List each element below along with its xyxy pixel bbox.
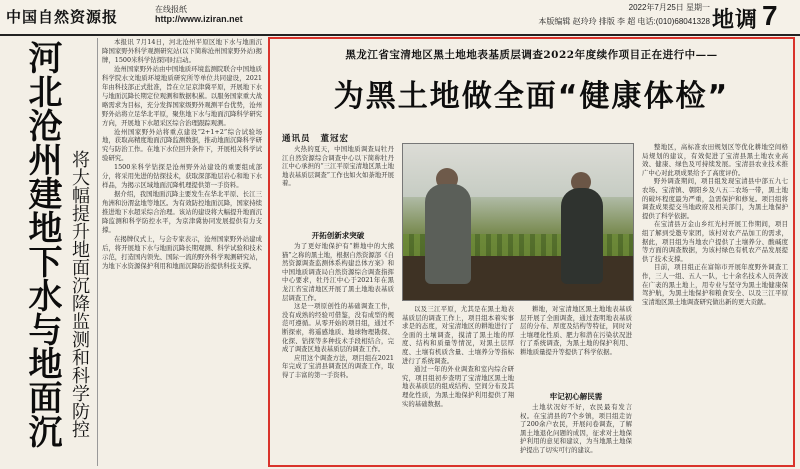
feature-kicker: 黑龙江省宝清地区黑土地地表基质层调查2022年度续作项目正在进行中—— bbox=[345, 49, 718, 61]
feature-paragraph: 通过一年的外业调查和室内综合研究，项目组初步查明了宝清地区黑土地地表基质层的组成结构、空间分布及其理化性质，为黑土地保护利用提供了翔实的基础数据。 bbox=[402, 365, 514, 408]
left-paragraph: 在揭牌仪式上，与会专家表示，沧州国家野外站建成后，将开展地下水与地面沉降长期观测、科学试验和技术示范，打造国内领先、国际一流的野外科学观测研究站，为地下水资源保护利用和地面沉降防治提供科技支撑。 bbox=[102, 234, 262, 270]
section-name: 地调 bbox=[712, 8, 759, 33]
left-paragraph: 据介绍，我国地面沉降主要发生在华北平原、长江三角洲和汾渭盆地等地区。为有效防控地面沉降，国家持续推进地下水超采综合治理。该站的建设将大幅提升地面沉降监测和科学防控水平，为京津冀协同发展提供有力支撑。 bbox=[102, 190, 262, 235]
feature-subheading-1: 开拓创新求突破 bbox=[311, 231, 365, 240]
photo-person-left bbox=[425, 184, 471, 284]
left-paragraph: 1500米科学钻探是沧州野外站建设的重要组成部分，将采用先进的钻探技术，获取深部地层岩心和地下水样品，为揭示区域地面沉降机理提供第一手资料。 bbox=[102, 163, 262, 190]
field-survey-photo bbox=[402, 143, 634, 301]
byline-label: 通讯员 bbox=[282, 134, 311, 144]
editors-line: 本版编辑 赵玲玲 排版 李 超 电话:(010)68041328 bbox=[538, 17, 710, 26]
photo-person-right bbox=[561, 188, 603, 284]
feature-column-3 bbox=[520, 305, 632, 389]
page-number: 7 bbox=[762, 0, 778, 31]
left-paragraph: 本报讯 7月14日，河北沧州平原区地下水与地面沉降国家野外科学观测研究站(以下简称沧州国家野外站)揭牌，1500米科学钻探同时启动。 bbox=[102, 38, 262, 64]
feature-paragraph: 野外调查期间，项目组发现宝清县中部五九七农场、宝清镇、朝阳乡及八五二农场一带，黑土地的破坏程度最为严重，急需保护和修复。项目组将调查成果提交当地政府及相关部门，为黑土地保护提供了科学依据。 bbox=[642, 177, 788, 220]
left-article-headline: 河北沧州建地下水与地面沉 bbox=[22, 40, 62, 448]
left-paragraph: 沧州国家野外站由中国地质环境监测院联合中国地质科学院水文地质环境地质研究所等单位共同建设，2021年由科技部正式批准，旨在立足京津冀平原，开展地下水与地面沉降长期定位观测和数据积累。以服务国家重大战略需求为目标，充分发挥国家级野外观测平台优势，沧州野外站将立足华北平原，聚焦地下水与地面沉降科学研究方向，开展地下水超采区综合治理跟踪观测。 bbox=[102, 64, 262, 127]
feature-column-3-cont bbox=[520, 403, 632, 463]
feature-paragraph: 应用这个调查方法，项目组在2021年完成了宝清县调查区的调查工作，取得了丰富的第一手资料。 bbox=[282, 353, 394, 379]
newspaper-name: 中国自然资源报 bbox=[6, 8, 119, 26]
byline bbox=[282, 132, 349, 144]
feature-paragraph: 在宝清县万金山乡红光村开展工作期间，项目组了解到受邀专家团，该村对农产品加工的需求，据此，项目组为当地农户提供了土壤养分、酸碱度等方面的调查数据，为该村绿色有机农产品发展提供了技术支撑。 bbox=[642, 220, 788, 263]
feature-column-right bbox=[642, 143, 788, 463]
feature-paragraph: 为了更好地保护有“耕地中的大熊猫”之称的黑土地，根据自然资源部《自然资源调查监测体系构建总体方案》和中国地质调查局自然资源综合调查指挥中心要求，牡丹江中心于2021年在黑龙江省宝清地区开展了黑土地地表基质层调查工作。 bbox=[282, 242, 394, 302]
left-paragraph: 沧州国家野外站将重点建设“2+1+2”综合试验场地，获取高精度地面沉降监测数据，推动地面沉降科学研究与防治工作。在地下水位回升条件下，开展相关科学试验研究。 bbox=[102, 127, 262, 163]
online-edition-label: 在线报纸 bbox=[155, 5, 187, 14]
feature-paragraph: 火热的夏天，中国地质调查局牡丹江自然资源综合调查中心以下简称牡丹江中心承担的“三江平原宝清地区黑土地地表基质层调查”工作也如火如荼地开展着。 bbox=[282, 145, 394, 188]
left-article-subheadline: 将大幅提升地面沉降监测和科学防控 bbox=[69, 150, 90, 438]
column-divider bbox=[97, 38, 98, 466]
feature-paragraph: 这是一项原创性的基础调查工作，没有成熟的经验可借鉴，没有成型的规范可遵循。从零开始的项目组，通过不断探索，将遥感地质、地球物理勘探、化探、钻探等多种技术手段相结合，完成了调查区地表基质层的调查工作。 bbox=[282, 302, 394, 354]
byline-author: 董冠宏 bbox=[320, 134, 350, 144]
feature-paragraph: 以及三江平原，尤其是在黑土地表基质层的调查工作上，项目组本着实事求是的态度，对宝清地区的耕地进行了全面的土壤调查，摸清了黑土地的厚度、结构和质量等情况，对黑土层厚度、土壤有机质含量、土壤养分等指标进行了系统调查。 bbox=[402, 305, 514, 365]
feature-paragraph: 耕地，对宝清地区黑土地地表基质层开展了全面调查，通过查明地表基质层的分布、厚度及结构等特征，同时对土壤理化性质、肥力和潜在污染状况进行了系统调查，为黑土地的保护利用、耕地质量提升等提供了科学依据。 bbox=[520, 305, 632, 356]
online-url-link[interactable]: http://www.iziran.net bbox=[155, 14, 243, 24]
masthead bbox=[0, 0, 800, 36]
featured-article bbox=[268, 37, 795, 467]
issue-date: 2022年7月25日 星期一 bbox=[628, 3, 710, 12]
feature-subheading-2: 牢记初心解民需 bbox=[549, 392, 603, 401]
feature-paragraph: 整地区，高标准农田规划区等优化耕地空间格局规划的建议，有效促进了宝清县黑土地农业高效、健康、绿色及可持续发展。宝清县农业技术推广中心对此项成果给予了高度评价。 bbox=[642, 143, 788, 177]
feature-column-1 bbox=[282, 145, 394, 225]
feature-title: 为黑土地做全面“健康体检” bbox=[333, 79, 730, 114]
left-article-body bbox=[102, 38, 262, 466]
feature-paragraph: 目前，项目组正在富锦市开展年度野外调查工作，三人一组、五人一队，七十余名技术人员奔波在广袤的黑土地上，用专业与坚守为黑土地健康保驾护航，为黑土地保护和粮食安全、以及三江平原宝清地区黑土地调查研究做出新的更大贡献。 bbox=[642, 263, 788, 306]
feature-column-2 bbox=[402, 305, 514, 463]
feature-column-1-cont bbox=[282, 242, 394, 464]
feature-paragraph: 土地状况好不好，农民最有发言权。在宝清县的7个乡镇，项目组走访了200余户农民，开展问卷调查，了解黑土地退化问题的成因，征求对土地保护利用的意见和建议，为当地黑土地保护提出了切实可行的建议。 bbox=[520, 403, 632, 454]
